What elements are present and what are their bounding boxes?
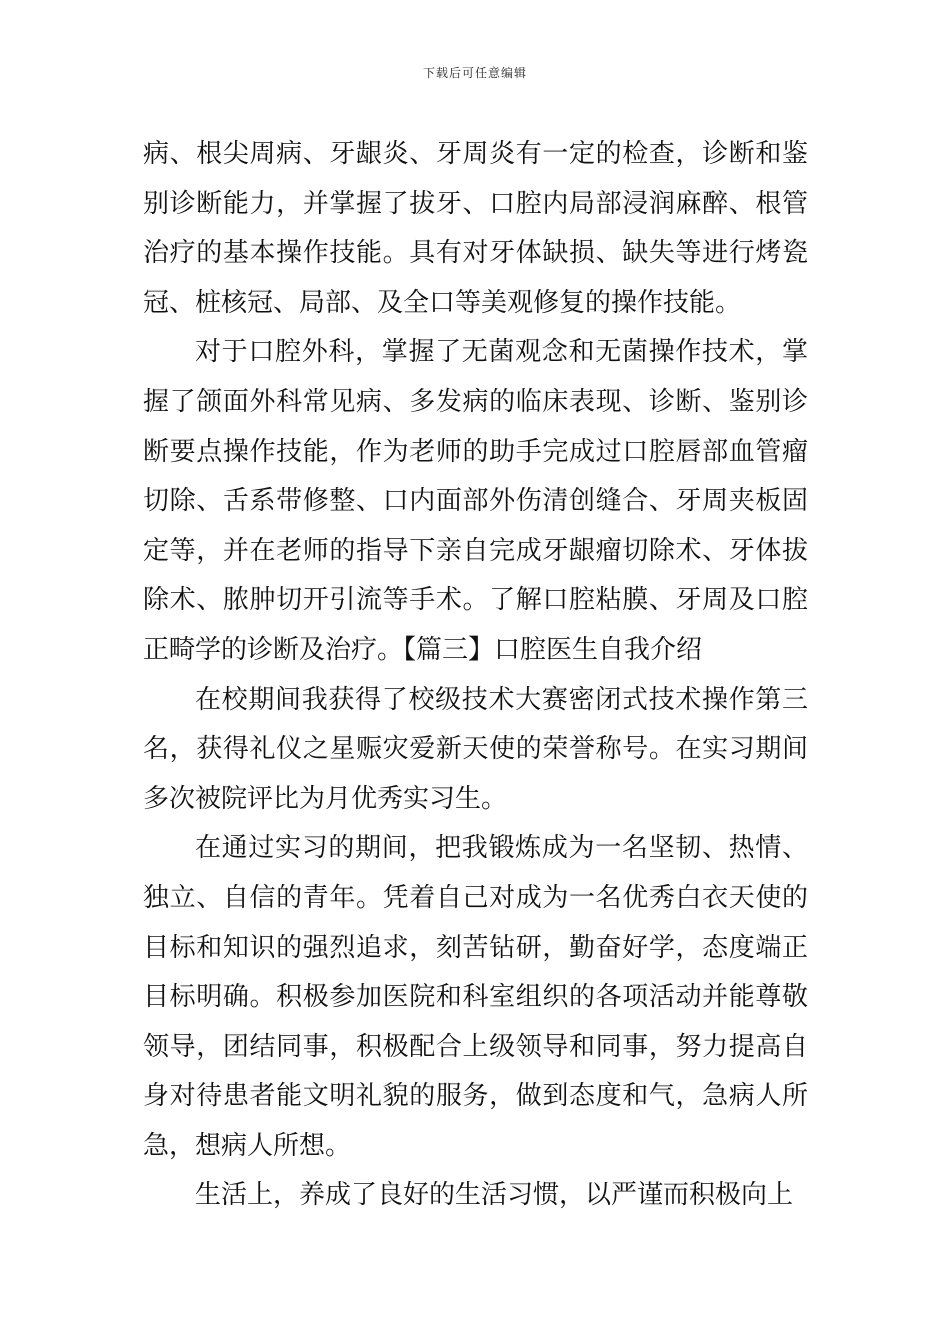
paragraph-1: 病、根尖周病、牙龈炎、牙周炎有一定的检查，诊断和鉴别诊断能力，并掌握了拔牙、口腔内局部浸润麻醉、根管治疗的基本操作技能。具有对牙体缺损、缺失等进行烤瓷冠、桩核冠、局部、及全口等美观修复的操作技能。 bbox=[143, 139, 808, 318]
paragraph-3: 在校期间我获得了校级技术大赛密闭式技术操作第三名，获得礼仪之星赈灾爱新天使的荣誉称号。在实习期间多次被院评比为月优秀实习生。 bbox=[143, 684, 808, 814]
paragraph-2: 对于口腔外科，掌握了无菌观念和无菌操作技术，掌握了颌面外科常见病、多发病的临床表现、诊断、鉴别诊断要点操作技能，作为老师的助手完成过口腔唇部血管瘤切除、舌系带修整、口内面部外伤清创缝合、牙周夹板固定等，并在老师的指导下亲自完成牙龈瘤切除术、牙体拔除术、脓肿切开引流等手术。了解口腔粘膜、牙周及口腔正畸学的诊断及治疗。【篇三】口腔医生自我介绍 bbox=[143, 337, 808, 665]
paragraph-5: 生活上，养成了良好的生活习惯，以严谨而积极向上 bbox=[195, 1180, 794, 1211]
document-body bbox=[143, 130, 808, 1221]
paragraph-4: 在通过实习的期间，把我锻炼成为一名坚韧、热情、独立、自信的青年。凭着自己对成为一名优秀白衣天使的目标和知识的强烈追求，刻苦钻研，勤奋好学，态度端正目标明确。积极参加医院和科室组织的各项活动并能尊敬领导，团结同事，积极配合上级领导和同事，努力提高自身对待患者能文明礼貌的服务，做到态度和气，急病人所急，想病人所想。 bbox=[143, 833, 808, 1161]
page-header: 下载后可任意编辑 bbox=[422, 66, 527, 80]
